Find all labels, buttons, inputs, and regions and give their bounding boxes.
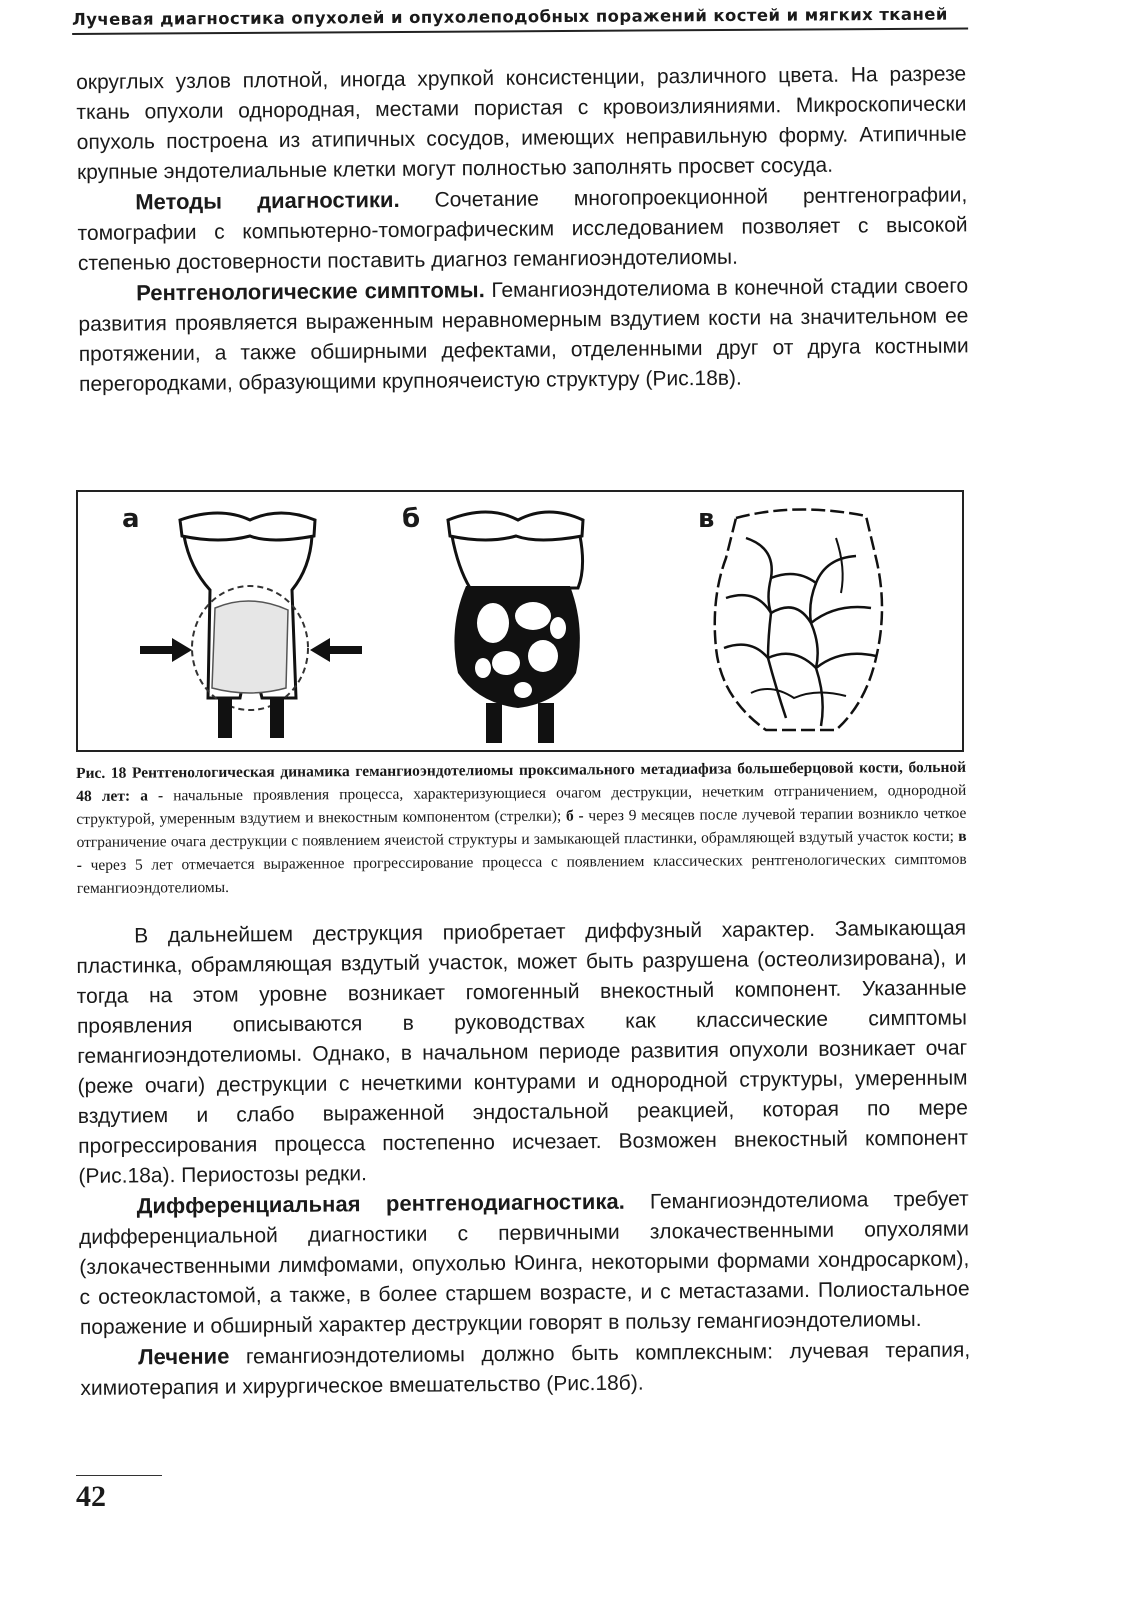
caption-b-label: б - — [565, 807, 584, 825]
paragraph-methods — [77, 179, 968, 279]
treatment-text: гемангиоэндотелиомы должно быть комплексным: лучевая терапия, химиотерапия и хирургическое вмешательство (Рис.18б). — [80, 1338, 971, 1400]
xray-text: Гемангиоэндотелиома в конечной стадии своего развития проявляется выраженным неравномерным вздутием кости на значительном ее протяжении, а также обширными дефектами, отделенными друг от друга костными перегородками, образующими крупноячеистую структуру (Рис.18в). — [78, 274, 969, 396]
text-block-bottom — [76, 913, 971, 1404]
caption-a-label: а - — [130, 787, 164, 805]
paragraph-further-course: В дальнейшем деструкция приобретает диффузный характер. Замыкающая пластинка, обрамляющая вздутый участок, может быть разрушена (остеолизирована), и тогда на этом уровне возникает гомогенный внекостный компонент. Указанные проявления описываются в руководствах как классические симптомы гемангиоэндотелиомы. Однако, в начальном периоде развития опухоли возникает очаг (реже очаги) деструкции с нечеткими контурами и однородной структуры, умеренным вздутием и слабо выраженной эндостальной реакцией, которая по мере прогрессирования процесса постепенно исчезает. Возможен внекостный компонент (Рис.18а). Периостозы редки. — [76, 916, 969, 1188]
methods-heading: Методы диагностики. — [135, 186, 400, 215]
bone-drawing-c — [676, 498, 956, 748]
caption-a-text: начальные проявления процесса, характеризующиеся очагом деструкции, нечетким отграничением, однородной структурой, умеренным вздутием и внекостным компонентом (стрелки); — [76, 781, 967, 828]
page-number-rule — [76, 1475, 162, 1476]
panel-letter-a: а — [122, 504, 140, 534]
treatment-heading: Лечение — [138, 1343, 230, 1370]
methods-text: Сочетание многопроекционной рентгенографии, томографии с компьютерно-томографическим исследованием позволяет с высокой степенью достоверности поставить диагноз гемангиоэндотелиомы. — [77, 183, 968, 275]
panel-letter-c: в — [698, 504, 715, 534]
figure-panel-b — [388, 498, 668, 748]
caption-b-text: через 9 месяцев после лучевой терапии возникло четкое отграничение очага деструкции с появлением ячеистой структуры и замыкающей пластинки, обрамляющей вздутый участок кости; — [76, 804, 967, 851]
paragraph-treatment — [80, 1334, 971, 1404]
figure-caption — [76, 756, 967, 900]
caption-c-text: через 5 лет отмечается выраженное прогрессирование процесса с появлением классических рентгенологических симптомов гемангиоэндотелиомы. — [76, 850, 967, 897]
differential-text: Гемангиоэндотелиома требует дифференциальной диагностики с первичными злокачественными опухолями (злокачественными лимфомами, опухолью Юинга, некоторыми формами хондросарком), с остеокластомой, а также, в более старшем возрасте, и с метастазами. Полиостальное поражение и обширный характер деструкции говорят в пользу гемангиоэндотелиомы. — [78, 1187, 970, 1339]
figure-panel-c — [676, 498, 956, 748]
xray-heading: Рентгенологические симптомы. — [136, 277, 485, 306]
panel-letter-b: б — [402, 504, 421, 534]
caption-c-label: в - — [76, 827, 967, 874]
caption-title: Рис. 18 Рентгенологическая динамика гемангиоэндотелиомы проксимального метадиафиза большеберцовой кости, больной 48 лет: — [76, 758, 967, 805]
bone-drawing-b — [388, 498, 668, 748]
page-number: 42 — [76, 1480, 106, 1513]
running-head: Лучевая диагностика опухолей и опухолеподобных поражений костей и мягких тканей — [72, 5, 968, 35]
paragraph-intro: округлых узлов плотной, иногда хрупкой консистенции, различного цвета. На разрезе ткань опухоли однородная, местами пористая с кровоизлияниями. Микроскопически опухоль построена из атипичных сосудов, имеющих неправильную форму. Атипичные крупные эндотелиальные клетки могут полностью заполнять просвет сосуда. — [76, 62, 967, 184]
paragraph-xray-symptoms — [78, 270, 969, 400]
differential-heading: Дифференциальная рентгенодиагностика. — [136, 1188, 625, 1219]
bone-drawing-a — [100, 498, 380, 748]
figure-panel-a — [100, 498, 380, 748]
paragraph-differential — [79, 1183, 970, 1343]
text-block-top — [76, 59, 969, 400]
figure-18 — [76, 490, 964, 752]
